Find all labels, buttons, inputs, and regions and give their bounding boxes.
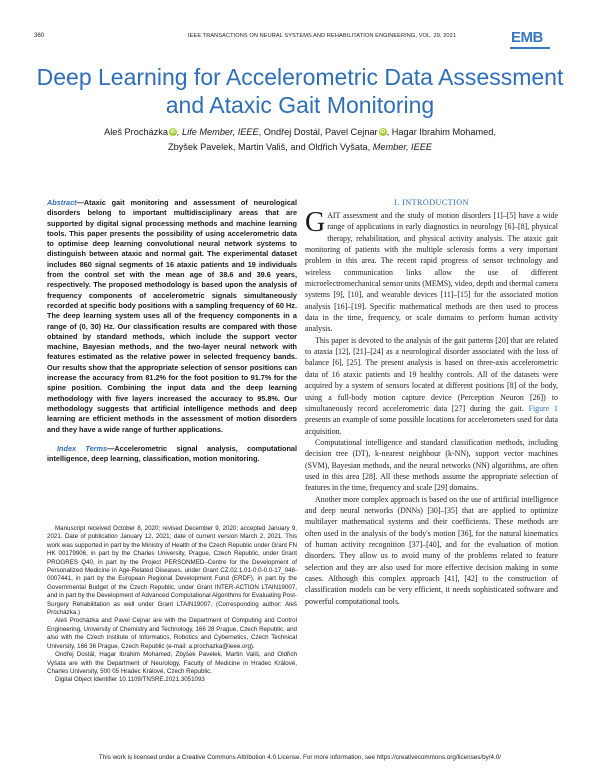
drop-cap: G: [305, 207, 326, 238]
doi-note: Digital Object Identifier 10.1109/TNSRE.2021.3051093: [55, 676, 205, 684]
abstract-label: Abstract: [47, 198, 77, 207]
manuscript-note: Manuscript received October 8, 2020; revised December 9, 2020; accepted January 9, 2021. Date of publication January 12, 2021; date of current version March 2, 2021. This work was supported in part by the Ministry of Health of the Czech Republic under Grant FN HK 00179906, in part by the Charles University, Prague, Czech Republic, under Grant PROGRES Q40, in part by the Project PERSONMED–Centre for the Development of Personalized Medicine in Age-Related Diseases, under Grant CZ.02.1.01-0.0-0.0-17_048-0007441, in part by the European Regional Development Fund (ERDF), in part by the Governmental Budget of the Czech Republic, under Grant INTER-ACTION LTAIN19007, and in part by the Development of Advanced Computational Algorithms for Evaluating Post-Surgery Rehabilitation as well under Grant LTAIN19007. (Corresponding author: Aleš Procházka.): [47, 525, 297, 617]
author-4: , Hagar Ibrahim Mohamed,: [386, 127, 496, 137]
index-terms-text: —Accelerometric signal analysis, computational intelligence, deep learning, classification, motion monitoring.: [47, 443, 298, 464]
intro-paragraph-3: Computational intelligence and standard classification methods, including decision tree (DT), k-nearest neighbour (k-NN), support vector machines (SVM), Bayesian methods, and the neural networks (NN) algorithms, are often used in this area [28]. All these methods assume the appropriate selection of features in the time, frequency and scale [29] domains.: [305, 437, 558, 493]
author-line-2-role: Member, IEEE: [370, 142, 432, 152]
index-terms-label: Index Terms: [57, 443, 108, 453]
affiliation-note-1: Aleš Procházka and Pavel Cejnar are with the Department of Computing and Control Engineering, University of Chemistry and Technology, 166 28 Prague, Czech Republic, and also with the Czech Institute of Informatics, Robotics and Cybernetics, Czech Technical University, 166 36 Prague, Czech Republic (e-mail: a.prochazka@ieee.org).: [47, 617, 297, 650]
orcid-icon[interactable]: iD: [380, 129, 386, 135]
author-1: Aleš Procházka: [104, 127, 168, 137]
journal-header: IEEE TRANSACTIONS ON NEURAL SYSTEMS AND REHABILITATION ENGINEERING, VOL. 29, 2021: [188, 33, 457, 39]
logo-text: EMB: [511, 29, 543, 46]
paper-title: Deep Learning for Accelerometric Data Assessment and Ataxic Gait Monitoring: [36, 64, 564, 118]
intro-p2-text-b: presents an example of some possible locations for accelerometers used for data acquisition.: [305, 415, 558, 436]
orcid-icon[interactable]: iD: [170, 129, 176, 135]
affiliation-note-2: Ondřej Dostál, Hagar Ibrahim Mohamed, Zbyšek Pavelek, Martin Vališ, and Oldřich Vyšata are with the Department of Neurology, Faculty of Medicine in Hradec Králové, Charles University, 500 05 Hradec Králové, Czech Republic.: [47, 651, 297, 675]
author-1-role: , Life Member, IEEE: [176, 127, 259, 137]
license-footer: This work is licensed under a Creative Commons Attribution 4.0 License. For more information, see https://creativecommons.org/licenses/by/4.0/: [98, 754, 502, 761]
abstract: [47, 198, 297, 435]
intro-p1-text: AIT assessment and the study of motion disorders [1]–[5] have a wide range of applications in early diagnostics in neurology [6]–[8], physical therapy, rehabilitation, and physical activity analysis. The ataxic gait monitoring of patients with the multiple sclerosis forms a very important problem in this area. The recent rapid progress of sensor technology and wireless communication links allow the use of different microelectromechanical sensor units (MEMS), video, depth and thermal camera systems [9], [10], and wearable devices [11]–[15] for the associated motion analysis [16]–[19]. Specific mathematical methods are then used to process data in the time, frequency, or scale domains to perform human activity analysis.: [305, 211, 558, 334]
index-terms: [47, 444, 297, 465]
figure-link[interactable]: Figure 1: [528, 403, 558, 413]
left-column: [47, 198, 297, 464]
footnotes: [47, 525, 297, 685]
intro-p2-text-a: This paper is devoted to the analysis of the gait patterns [20] that are related to ataxia [12], [21]–[24] as a neurological disorder associated with the loss of balance [6], [25]. The present analysis is based on three-axis accelerometric data of 16 ataxic patients and 19 healthy controls. All of the datasets were acquired by a system of sensors located at different positions [8] of the body, using a full-body motion capture device (Perception Neuron [26]) to simultaneously record accelerometric data [27] during the gait.: [305, 335, 558, 413]
intro-paragraph-1: [305, 207, 558, 335]
intro-paragraph-4: Another more complex approach is based on the use of artificial intelligence and deep neural networks (DNNs) [30]–[35] that are applied to optimize multilayer mathematical systems and their coefficients. These methods are often used in the analysis of the body's motion [36], for the natural kinematics of human activity recognition [37]–[40], and for the evaluation of motion disorders. They allow us to avoid many of the problems related to feature selection and they are also used for more effective decision making in some cases. Although this complex approach [41], [42] to the construction of classification models can be very efficient, it needs sophisticated software and powerful computational tools.: [305, 494, 558, 606]
section-heading: I. INTRODUCTION: [394, 198, 469, 207]
right-column: [305, 198, 558, 607]
author-2-3: , Ondřej Dostál, Pavel Cejnar: [258, 127, 378, 137]
embs-logo: [510, 29, 564, 49]
intro-paragraph-2: [305, 335, 558, 437]
page-number: 360: [34, 33, 45, 39]
author-list: [30, 125, 570, 155]
abstract-text: —Ataxic gait monitoring and assessment of neurological disorders belong to important multidisciplinary areas that are supported by digital signal processing methods and machine learning tools. This paper presents the possibility of using accelerometric data to optimise deep learning convolutional neural network systems to distinguish between ataxic and normal gait. The experimental dataset includes 860 signal segments of 16 ataxic patients and 19 individuals from the control set with the mean age of 38.6 and 39.6 years, respectively. The proposed methodology is based upon the analysis of frequency components of accelerometric signals simultaneously recorded at specific body positions with a sampling frequency of 60 Hz. The deep learning system uses all of the frequency components in a range of (0, 30) Hz. Our classification results are compared with those obtained by standard methods, which include the support vector machine, Bayesian methods, and the two-layer neural network with features estimated as the relative power in selected frequency bands. Our results show that the appropriate selection of sensor positions can increase the accuracy from 81.2% for the foot position to 91.7% for the spine position. Combining the input data and the deep learning methodology with five layers increased the accuracy to 95.8%. Our methodology suggests that artificial intelligence methods and deep learning are efficient methods in the assessment of motion disorders and they have a wide range of further applications.: [47, 198, 297, 434]
author-line-2: Zbyšek Pavelek, Martin Vališ, and Oldřich Vyšata,: [167, 142, 371, 152]
